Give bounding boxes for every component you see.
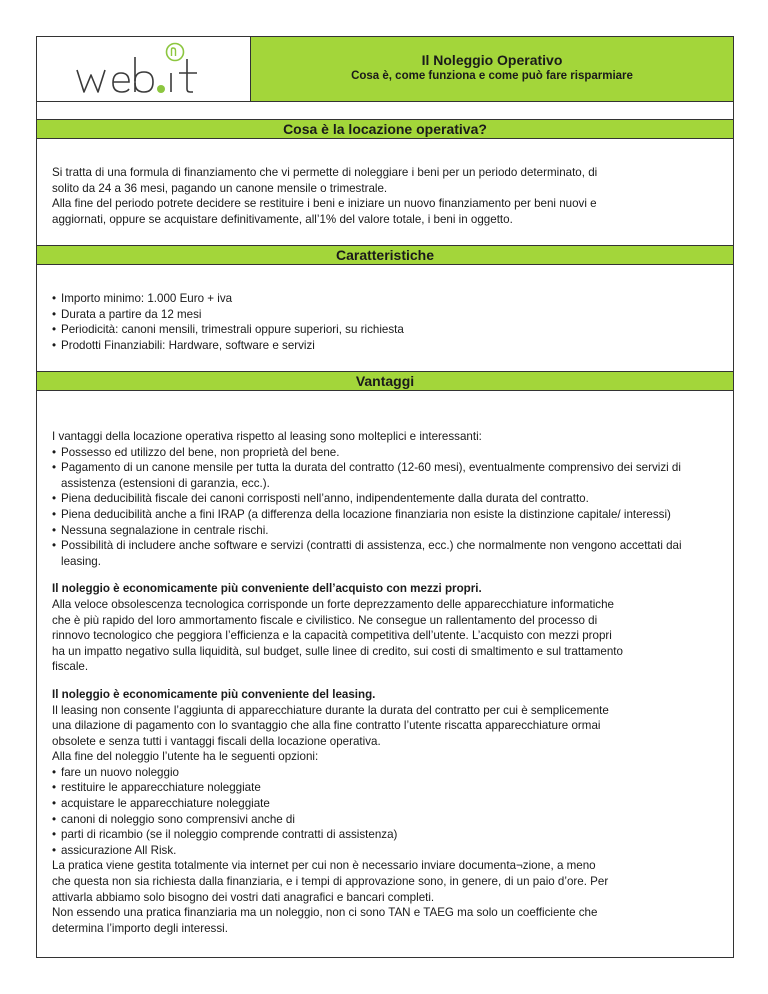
list-item: • Periodicità: canoni mensili, trimestrali oppure superiori, su richiesta [52, 322, 720, 338]
list-item: • Piena deducibilità fiscale dei canoni corrisposti nell’anno, indipendentemente dalla durata del contratto. [52, 491, 720, 507]
list-item: • Durata a partire da 12 mesi [52, 307, 720, 323]
web-it-logo [37, 37, 249, 99]
body-line: Alla fine del periodo potrete decidere se restituire i beni e iniziare un nuovo finanziamento per beni nuovi e [52, 197, 597, 211]
body-line: La pratica viene gestita totalmente via internet per cui non è necessario inviare documenta¬zione, a meno [52, 859, 596, 873]
options-list [52, 765, 720, 859]
list-item: • Pagamento di un canone mensile per tutta la durata del contratto (12-60 mesi), eventualmente comprensivo dei servizi di assistenza (estensioni di garanzia, ecc.). [52, 460, 720, 491]
section-heading-caratteristiche: Caratteristiche [37, 245, 733, 265]
list-item: • canoni di noleggio sono comprensivi anche di [52, 812, 720, 828]
section-body-caratteristiche [52, 291, 720, 353]
paragraph-heading-leasing: Il noleggio è economicamente più conveniente del leasing. [52, 687, 376, 701]
body-line: attivarla abbiamo solo bisogno dei vostri dati anagrafici e bancari completi. [52, 890, 435, 904]
body-line: determina l’importo degli interessi. [52, 921, 228, 935]
list-item: • parti di ricambio (se il noleggio comprende contratti di assistenza) [52, 827, 720, 843]
body-line: solito da 24 a 36 mesi, pagando un canone mensile o trimestrale. [52, 181, 388, 195]
body-line: Il leasing non consente l’aggiunta di apparecchiature durante la durata del contratto per cui è semplicemente [52, 703, 609, 717]
section-body-vantaggi [52, 429, 720, 936]
list-item: • Possibilità di includere anche software e servizi (contratti di assistenza, ecc.) che normalmente non vengono accettati dai leasing. [52, 538, 720, 569]
section-heading-vantaggi: Vantaggi [37, 371, 733, 391]
section-body-locazione [52, 165, 720, 227]
body-line: ha un impatto negativo sulla liquidità, sul budget, sulle linee di credito, sui costi di smaltimento e sul trattamento [52, 644, 623, 658]
logo-cell [37, 37, 251, 101]
list-item: • assicurazione All Risk. [52, 843, 720, 859]
body-line: una dilazione di pagamento con lo svantaggio che alla fine contratto l’utente riscatta apparecchiature ormai [52, 719, 601, 733]
list-item: • acquistare le apparecchiature noleggiate [52, 796, 720, 812]
list-item: • Prodotti Finanziabili: Hardware, software e servizi [52, 338, 720, 354]
page-subtitle: Cosa è, come funziona e come può fare risparmiare [351, 70, 633, 82]
body-line: Alla fine del noleggio l’utente ha le seguenti opzioni: [52, 750, 319, 764]
features-list [52, 291, 720, 353]
title-cell [251, 37, 733, 101]
list-item: • Piena deducibilità anche a fini IRAP (a differenza della locazione finanziaria non esiste la distinzione capitale/ interessi) [52, 507, 720, 523]
body-line: aggiornati, oppure se acquistare definitivamente, all’1% del valore totale, i beni in oggetto. [52, 212, 513, 226]
body-line: rinnovo tecnologico che peggiora l’efficienza e la capacità competitiva dell’utente. L’acquisto con mezzi propri [52, 629, 612, 643]
divider [37, 101, 733, 102]
body-line: obsolete e senza tutti i vantaggi fiscali della locazione operativa. [52, 734, 381, 748]
body-line: Non essendo una pratica finanziaria ma un noleggio, non ci sono TAN e TAEG ma solo un coefficiente che [52, 906, 598, 920]
list-item: • restituire le apparecchiature noleggiate [52, 780, 720, 796]
body-line: che questa non sia richiesta dalla finanziaria, e i tempi di approvazione sono, in genere, di un paio d’ore. Per [52, 875, 609, 889]
list-item: • Importo minimo: 1.000 Euro + iva [52, 291, 720, 307]
list-item: • Possesso ed utilizzo del bene, non proprietà del bene. [52, 445, 720, 461]
paragraph-heading-acquisto: Il noleggio è economicamente più conveniente dell’acquisto con mezzi propri. [52, 582, 482, 596]
header [37, 37, 733, 101]
document-frame [36, 36, 734, 958]
intro-text: I vantaggi della locazione operativa rispetto al leasing sono molteplici e interessanti: [52, 430, 482, 443]
body-line: fiscale. [52, 660, 89, 674]
list-item: • Nessuna segnalazione in centrale rischi. [52, 523, 720, 539]
body-line: Si tratta di una formula di finanziamento che vi permette di noleggiare i beni per un periodo determinato, di [52, 166, 598, 179]
body-line: Alla veloce obsolescenza tecnologica corrisponde un forte deprezzamento delle apparecchiature informatiche [52, 597, 614, 611]
body-line: che è più rapido del loro ammortamento fiscale e civilistico. Ne consegue un rallentamento del processo di [52, 613, 598, 627]
page-title: Il Noleggio Operativo [421, 52, 563, 68]
list-item: • fare un nuovo noleggio [52, 765, 720, 781]
section-heading-locazione: Cosa è la locazione operativa? [37, 119, 733, 139]
advantages-list [52, 445, 720, 570]
